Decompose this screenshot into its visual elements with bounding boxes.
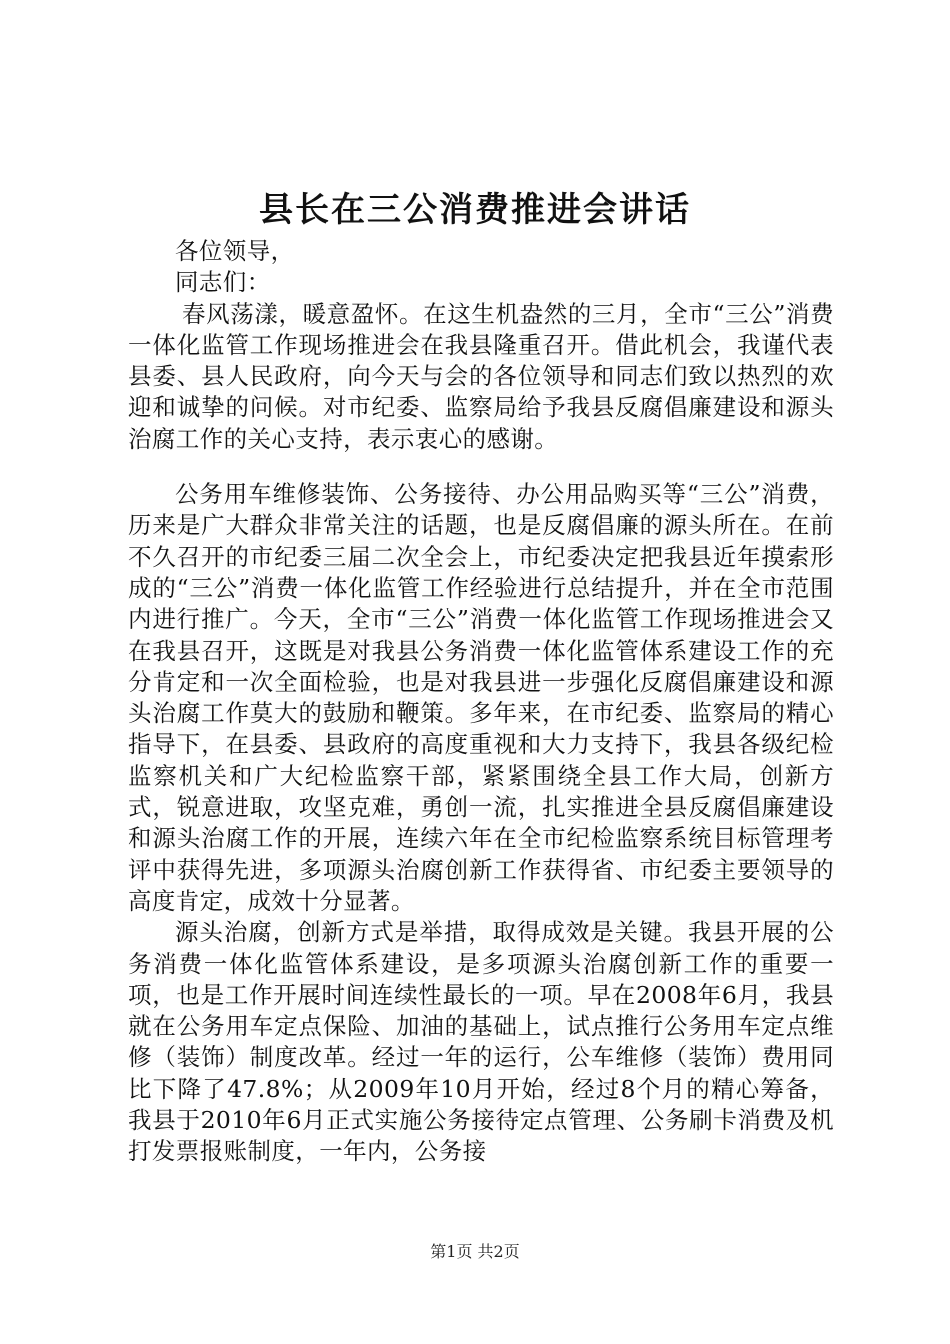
page-footer: 第1页 共2页 xyxy=(430,1242,520,1261)
document-body xyxy=(128,236,834,1168)
paragraph-background: 公务用车维修装饰、公务接待、办公用品购买等“三公”消费，历来是广大群众非常关注的话题，也是反腐倡廉的源头所在。在前不久召开的市纪委三届二次全会上，市纪委决定把我县近年摸索形成的“三公”消费一体化监管工作经验进行总结提升，并在全市范围内进行推广。今天，全市“三公”消费一体化监管工作现场推进会又在我县召开，这既是对我县公务消费一体化监管体系建设工作的充分肯定和一次全面检验，也是对我县进一步强化反腐倡廉建设和源头治腐工作莫大的鼓励和鞭策。多年来，在市纪委、监察局的精心指导下，在县委、县政府的高度重视和大力支持下，我县各级纪检监察机关和广大纪检监察干部，紧紧围绕全县工作大局，创新方式，锐意进取，攻坚克难，勇创一流，扎实推进全县反腐倡廉建设和源头治腐工作的开展，连续六年在全市纪检监察系统目标管理考评中获得先进，多项源头治腐创新工作获得省、市纪委主要领导的高度肯定，成效十分显著。 xyxy=(128,480,834,915)
paragraph-measures: 源头治腐，创新方式是举措，取得成效是关键。我县开展的公务消费一体化监管体系建设，是多项源头治腐创新工作的重要一项，也是工作开展时间连续性最长的一项。早在2008年6月，我县就在公务用车定点保险、加油的基础上，试点推行公务用车定点维修（装饰）制度改革。经过一年的运行，公车维修（装饰）费用同比下降了47.8%；从2009年10月开始，经过8个月的精心筹备，我县于2010年6月正式实施公务接待定点管理、公务刷卡消费及机打发票报账制度，一年内，公务接 xyxy=(128,918,834,1166)
salutation-comrades: 同志们： xyxy=(175,268,271,297)
document-title: 县长在三公消费推进会讲话 xyxy=(259,190,691,230)
paragraph-opening: 春风荡漾，暖意盈怀。在这生机盎然的三月，全市“三公”消费一体化监管工作现场推进会在我县隆重召开。借此机会，我谨代表县委、县人民政府，向今天与会的各位领导和同志们致以热烈的欢迎和诚挚的问候。对市纪委、监察局给予我县反腐倡廉建设和源头治腐工作的关心支持，表示衷心的感谢。 xyxy=(128,299,834,453)
paragraph-spacer xyxy=(128,455,834,479)
salutation-leaders: 各位领导， xyxy=(175,237,295,265)
